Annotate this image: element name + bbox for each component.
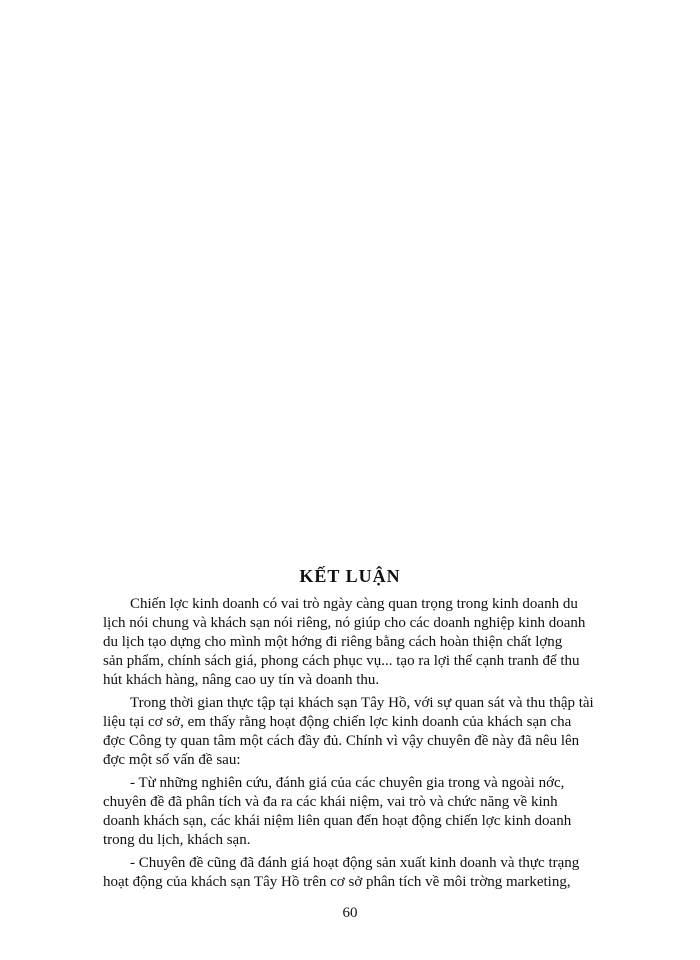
text-line: chuyên đề đã phân tích và đa ra các khái niệm, vai trò và chức năng về kinh	[103, 794, 558, 810]
paragraph-3	[103, 774, 641, 850]
page-number: 60	[342, 905, 358, 921]
text-line: trong du lịch, khách sạn.	[103, 832, 251, 848]
text-line: đợc một số vấn đề sau:	[103, 752, 241, 768]
paragraph-4	[103, 854, 641, 892]
paragraph-1	[103, 595, 641, 690]
section-title: KẾT LUẬN	[299, 566, 401, 586]
text-line: Chiến lợc kinh doanh có vai trò ngày càng quan trọng trong kinh doanh du	[130, 596, 578, 612]
text-line: doanh khách sạn, các khái niệm liên quan đến hoạt động chiến lợc kinh doanh	[103, 813, 572, 829]
text-line: lịch nói chung và khách sạn nói riêng, nó giúp cho các doanh nghiệp kinh doanh	[103, 615, 586, 631]
text-line: đợc Công ty quan tâm một cách đầy đủ. Chính vì vậy chuyên đề này đã nêu lên	[103, 733, 580, 749]
text-line: - Từ những nghiên cứu, đánh giá của các chuyên gia trong và ngoài nớc,	[130, 775, 565, 791]
text-line: du lịch tạo dựng cho mình một hớng đi riêng bằng cách hoàn thiện chất lợng	[103, 634, 563, 650]
text-line: sản phẩm, chính sách giá, phong cách phục vụ... tạo ra lợi thế cạnh tranh để thu	[103, 653, 580, 669]
text-line: liệu tại cơ sở, em thấy rằng hoạt động chiến lợc kinh doanh của khách sạn cha	[103, 714, 572, 730]
conclusion-body	[103, 595, 641, 896]
text-line: - Chuyên đề cũng đã đánh giá hoạt động sản xuất kinh doanh và thực trạng	[130, 855, 580, 871]
text-line: Trong thời gian thực tập tại khách sạn Tây Hồ, với sự quan sát và thu thập tài	[130, 695, 594, 711]
paragraph-2	[103, 694, 641, 770]
text-line: hoạt động của khách sạn Tây Hồ trên cơ sở phân tích về môi trờng marketing,	[103, 874, 571, 890]
text-line: hút khách hàng, nâng cao uy tín và doanh thu.	[103, 672, 380, 688]
